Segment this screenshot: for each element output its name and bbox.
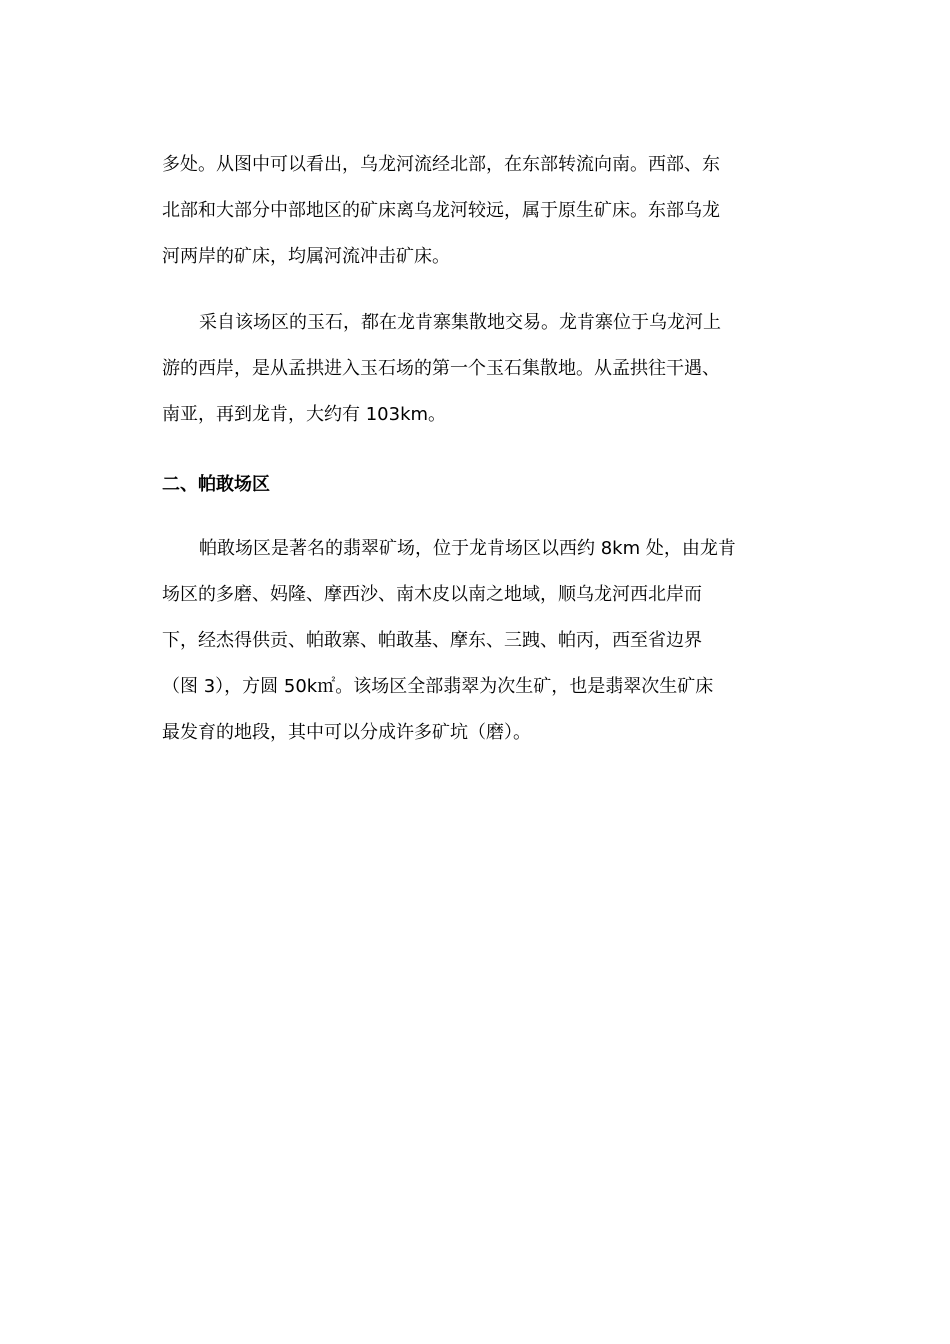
paragraph-mine-distribution [162, 142, 794, 280]
paragraph-line: 游的西岸，是从孟拱进入玉石场的第一个玉石集散地。从孟拱往干遇、 [162, 358, 720, 379]
paragraph-line: 采自该场区的玉石，都在龙肯寨集散地交易。龙肯寨位于乌龙河上 [199, 312, 721, 333]
paragraph-pakan-area [162, 526, 794, 756]
document-body [162, 142, 794, 756]
paragraph-line: 多处。从图中可以看出，乌龙河流经北部，在东部转流向南。西部、东 [162, 154, 720, 175]
paragraph-line: 北部和大部分中部地区的矿床离乌龙河较远，属于原生矿床。东部乌龙 [162, 200, 720, 221]
paragraph-line: 最发育的地段，其中可以分成许多矿坑（磨）。 [162, 722, 531, 743]
paragraph-longken-trade [162, 300, 794, 438]
paragraph-line: 场区的多磨、妈隆、摩西沙、南木皮以南之地域，顺乌龙河西北岸而 [162, 584, 702, 605]
section-heading: 二、帕敢场区 [162, 474, 270, 495]
paragraph-line: 帕敢场区是著名的翡翠矿场，位于龙肯场区以西约 8km 处，由龙肯 [199, 538, 736, 559]
paragraph-line: 下，经杰得供贡、帕敢寨、帕敢基、摩东、三跩、帕丙，西至省边界 [162, 630, 702, 651]
paragraph-line: （图 3），方圆 50k㎡。该场区全部翡翠为次生矿，也是翡翠次生矿床 [162, 676, 714, 697]
paragraph-line: 河两岸的矿床，均属河流冲击矿床。 [162, 246, 450, 267]
paragraph-line: 南亚，再到龙肯，大约有 103km。 [162, 404, 447, 425]
